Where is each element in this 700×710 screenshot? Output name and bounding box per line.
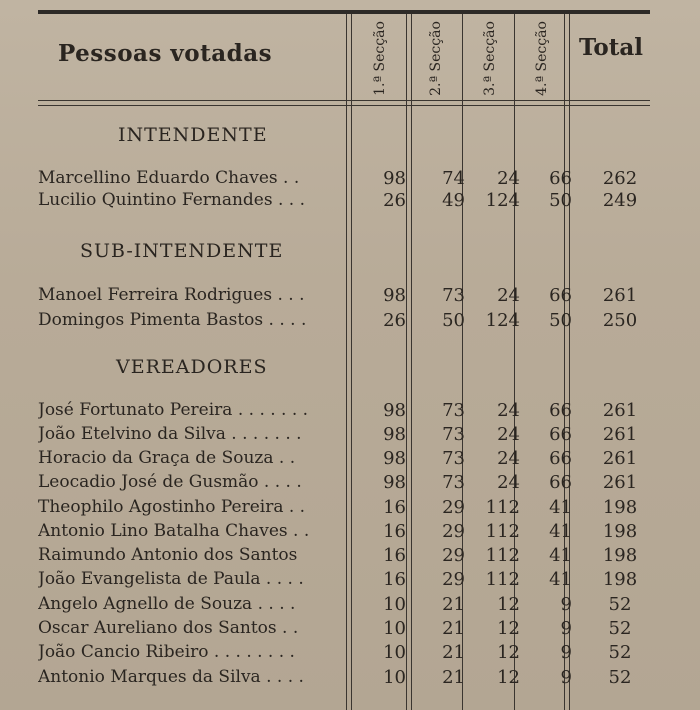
candidate-name: José Fortunato Pereira . . . . . . . (38, 400, 309, 420)
header-rule (38, 100, 650, 101)
vote-count-section-4: 66 (549, 472, 572, 493)
candidate-name: Angelo Agnello de Souza . . . . (38, 594, 296, 614)
vote-count-section-2: 21 (442, 594, 465, 615)
vote-count-section-3: 12 (497, 594, 520, 615)
vote-count-section-4: 41 (549, 497, 572, 518)
vote-count-section-1: 10 (383, 618, 406, 639)
candidate-name: Domingos Pimenta Bastos . . . . (38, 310, 307, 330)
vote-count-section-2: 49 (442, 190, 465, 211)
vote-total: 198 (602, 545, 638, 566)
vote-total: 261 (602, 400, 638, 421)
vote-count-section-2: 73 (442, 285, 465, 306)
candidate-name: João Cancio Ribeiro . . . . . . . . (38, 642, 295, 662)
vote-count-section-1: 10 (383, 667, 406, 688)
vote-count-section-1: 98 (383, 448, 406, 469)
vote-count-section-3: 24 (497, 424, 520, 445)
vote-count-section-3: 124 (485, 310, 520, 331)
vote-count-section-3: 12 (497, 642, 520, 663)
vote-count-section-3: 112 (485, 521, 520, 542)
top-rule (38, 10, 650, 14)
table-row (0, 310, 700, 334)
column-header-4: 4.ª Secção (533, 20, 550, 96)
table-row (0, 285, 700, 309)
vote-count-section-2: 21 (442, 642, 465, 663)
column-header-3: 3.ª Secção (481, 20, 498, 96)
vote-count-section-1: 26 (383, 310, 406, 331)
table-row (0, 400, 700, 424)
header-rule (38, 105, 650, 106)
vote-count-section-3: 112 (485, 545, 520, 566)
vote-total: 249 (602, 190, 638, 211)
vote-count-section-1: 10 (383, 642, 406, 663)
vote-total: 52 (608, 642, 632, 663)
vote-count-section-2: 29 (442, 569, 465, 590)
section-title: SUB-INTENDENTE (80, 240, 284, 262)
table-row (0, 667, 700, 691)
vote-count-section-1: 98 (383, 424, 406, 445)
vote-count-section-4: 9 (560, 618, 572, 639)
candidate-name: Lucilio Quintino Fernandes . . . (38, 190, 306, 210)
vote-count-section-2: 73 (442, 448, 465, 469)
vote-count-section-4: 66 (549, 285, 572, 306)
vote-total: 198 (602, 497, 638, 518)
table-title: Pessoas votadas (58, 40, 273, 67)
vote-count-section-2: 21 (442, 618, 465, 639)
vote-count-section-2: 29 (442, 521, 465, 542)
table-row (0, 190, 700, 214)
table-row (0, 521, 700, 545)
vote-count-section-4: 66 (549, 448, 572, 469)
vote-total: 261 (602, 448, 638, 469)
table-row (0, 569, 700, 593)
vote-count-section-3: 12 (497, 667, 520, 688)
table-row (0, 448, 700, 472)
vote-count-section-1: 98 (383, 400, 406, 421)
vote-count-section-4: 9 (560, 594, 572, 615)
table-row (0, 618, 700, 642)
candidate-name: Antonio Lino Batalha Chaves . . (38, 521, 310, 541)
table-row (0, 594, 700, 618)
vote-count-section-3: 112 (485, 497, 520, 518)
candidate-name: João Evangelista de Paula . . . . (38, 569, 304, 589)
vote-total: 198 (602, 569, 638, 590)
candidate-name: Manoel Ferreira Rodrigues . . . (38, 285, 305, 305)
vote-count-section-1: 98 (383, 472, 406, 493)
candidate-name: João Etelvino da Silva . . . . . . . (38, 424, 302, 444)
table-row (0, 424, 700, 448)
vote-count-section-1: 10 (383, 594, 406, 615)
vote-count-section-3: 24 (497, 472, 520, 493)
vote-count-section-1: 16 (383, 545, 406, 566)
candidate-name: Marcellino Eduardo Chaves . . (38, 168, 300, 188)
vote-count-section-2: 21 (442, 667, 465, 688)
vote-count-section-2: 29 (442, 545, 465, 566)
vote-total: 261 (602, 285, 638, 306)
vote-count-section-1: 16 (383, 569, 406, 590)
vote-count-section-4: 50 (549, 190, 572, 211)
vote-count-section-2: 73 (442, 472, 465, 493)
vote-count-section-2: 73 (442, 424, 465, 445)
column-header-1: 1.ª Secção (371, 20, 388, 96)
table-row (0, 497, 700, 521)
vote-count-section-1: 16 (383, 497, 406, 518)
candidate-name: Theophilo Agostinho Pereira . . (38, 497, 306, 517)
column-header-2: 2.ª Secção (427, 20, 444, 96)
vote-count-section-3: 112 (485, 569, 520, 590)
vote-count-section-4: 66 (549, 168, 572, 189)
vote-count-section-3: 24 (497, 168, 520, 189)
vote-count-section-2: 29 (442, 497, 465, 518)
vote-count-section-2: 74 (442, 168, 465, 189)
vote-total: 250 (602, 310, 638, 331)
vote-count-section-4: 66 (549, 400, 572, 421)
vote-count-section-1: 98 (383, 168, 406, 189)
candidate-name: Oscar Aureliano dos Santos . . (38, 618, 299, 638)
section-title: INTENDENTE (118, 124, 268, 146)
candidate-name: Raimundo Antonio dos Santos (38, 545, 298, 565)
vote-count-section-1: 26 (383, 190, 406, 211)
vote-count-section-4: 41 (549, 521, 572, 542)
section-title: VEREADORES (116, 356, 268, 378)
table-row (0, 545, 700, 569)
candidate-name: Leocadio José de Gusmão . . . . (38, 472, 302, 492)
vote-count-section-3: 24 (497, 400, 520, 421)
vote-total: 52 (608, 667, 632, 688)
vote-count-section-2: 50 (442, 310, 465, 331)
vote-count-section-3: 24 (497, 285, 520, 306)
vote-count-section-4: 41 (549, 569, 572, 590)
vote-count-section-1: 16 (383, 521, 406, 542)
vote-total: 262 (602, 168, 638, 189)
vote-total: 52 (608, 618, 632, 639)
vote-count-section-4: 66 (549, 424, 572, 445)
vote-count-section-4: 9 (560, 667, 572, 688)
vote-count-section-2: 73 (442, 400, 465, 421)
vote-count-section-3: 24 (497, 448, 520, 469)
vote-count-section-1: 98 (383, 285, 406, 306)
table-row (0, 472, 700, 496)
column-header-total: Total (578, 34, 644, 61)
table-row (0, 168, 700, 192)
vote-total: 52 (608, 594, 632, 615)
vote-count-section-3: 124 (485, 190, 520, 211)
vote-count-section-4: 41 (549, 545, 572, 566)
table-row (0, 642, 700, 666)
candidate-name: Antonio Marques da Silva . . . . (38, 667, 304, 687)
vote-total: 198 (602, 521, 638, 542)
vote-count-section-3: 12 (497, 618, 520, 639)
vote-total: 261 (602, 424, 638, 445)
vote-count-section-4: 9 (560, 642, 572, 663)
vote-total: 261 (602, 472, 638, 493)
candidate-name: Horacio da Graça de Souza . . (38, 448, 296, 468)
vote-count-section-4: 50 (549, 310, 572, 331)
